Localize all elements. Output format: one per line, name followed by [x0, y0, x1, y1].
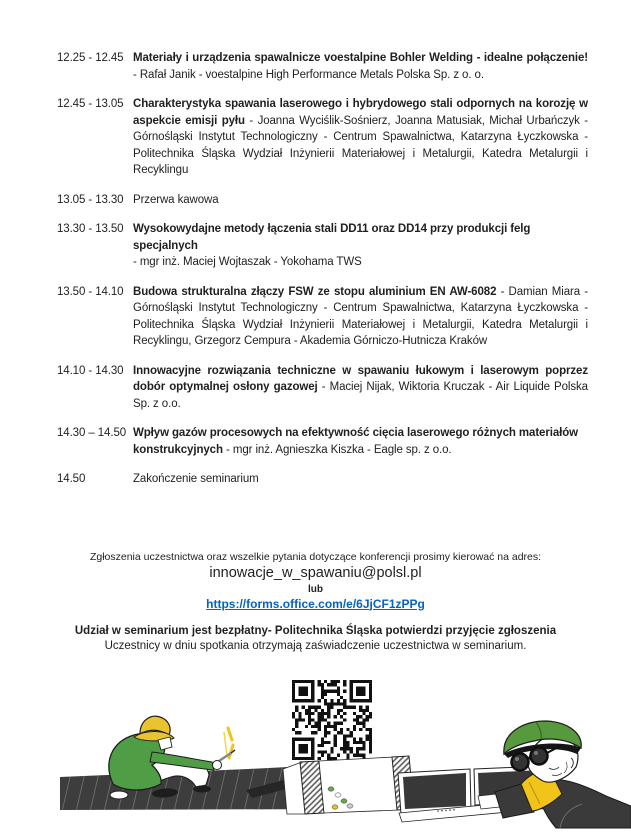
schedule-time: 13.30 - 13.50 — [57, 223, 124, 235]
contact-intro: Zgłoszenia uczestnictwa oraz wszelkie pytania dotyczące konferencji prosimy kierować na adres: — [89, 550, 542, 563]
talk-title: Wysokowydajne metody łączenia stali DD11 oraz DD14 przy produkcji felg specjalnych — [133, 223, 531, 252]
panel-button — [328, 787, 334, 791]
schedule-row — [57, 471, 588, 488]
schedule-time: 14.10 - 14.30 — [57, 364, 124, 377]
talk-title: Charakterystyka spawania laserowego i hybrydowego stali odpornych na korozję w aspekcie emisji pyłu — [133, 98, 588, 127]
goggles-lens — [531, 748, 548, 765]
panel-button — [341, 799, 347, 803]
panel-button — [347, 804, 353, 808]
schedule-time: 13.05 - 13.30 — [57, 193, 124, 206]
schedule-time: 14.30 – 14.50 — [57, 427, 127, 439]
schedule-description — [133, 284, 588, 350]
talk-speakers: - Damian Miara - Górnośląski Instytut Technologiczny - Centrum Spawalnictwa, Katarzyna Łyczkowska - Politechnika Śląska Wydział Inżynierii Materiałowej i Metalurgii, Katedra Metalurgii i Recyklingu, Grzegorz Cempura - Akademia Górniczo-Hutnicza Kraków — [133, 285, 588, 347]
schedule-description — [133, 96, 588, 179]
talk-speakers: - mgr inż. Maciej Wojtaszak - Yokohama TWS — [133, 256, 362, 268]
schedule-row — [57, 192, 588, 209]
schedule-description — [133, 192, 588, 209]
monitor-screen — [403, 773, 466, 809]
schedule-time: 14.50 — [57, 473, 86, 485]
welder-boot — [193, 786, 211, 793]
schedule-time: 12.25 - 12.45 — [57, 52, 124, 64]
welding-illustration — [0, 712, 631, 835]
or-label: lub — [308, 583, 323, 595]
talk-speakers: - Rafał Janik - voestalpine High Performance Metals Polska Sp. z o. o. — [133, 68, 484, 81]
free-participation-note: Udział w seminarium jest bezpłatny- Politechnika Śląska potwierdzi przyjęcie zgłoszenia — [74, 624, 557, 637]
talk-speakers: - mgr inż. Agnieszka Kiszka - Eagle sp. z o.o. — [226, 443, 452, 456]
schedule-row — [57, 96, 588, 179]
schedule-row — [57, 363, 588, 413]
panel-button — [332, 805, 338, 809]
talk-title: Budowa strukturalna złączy FSW ze stopu aluminium EN AW-6082 — [133, 285, 497, 298]
schedule-description — [133, 363, 588, 413]
break-label: Przerwa kawowa — [133, 193, 219, 206]
schedule-description — [133, 471, 588, 488]
welder-foot — [110, 791, 128, 799]
goggles-lens — [512, 754, 529, 771]
talk-title: Wpływ gazów procesowych na efektywność cięcia laserowego różnych materiałów konstrukcyjnych — [133, 427, 578, 456]
contact-block — [0, 550, 631, 612]
schedule-time: 12.45 - 13.05 — [57, 98, 124, 110]
panel-button — [335, 793, 341, 797]
schedule-row — [57, 50, 588, 83]
welder-glove — [213, 761, 222, 770]
talk-speakers: - Joanna Wyciślik-Sośnierz, Joanna Matusiak, Michał Urbańczyk - Górnośląski Instytut Technologiczny - Centrum Spawalnictwa, Katarzyna Łyczkowska - Politechnika Śląska Wydział Inżynierii Materiałowej i Metalurgii, Katedra Metalurgii i Recyklingu — [133, 114, 588, 176]
talk-title: Innowacyjne rozwiązania techniczne w spawaniu łukowym i laserowym poprzez dobór optymalnej osłony gazowej — [133, 364, 588, 393]
talk-title: Materiały i urządzenia spawalnicze voestalpine Bohler Welding - idealne połączenie! — [133, 52, 588, 64]
certificate-note: Uczestnicy w dniu spotkania otrzymają zaświadczenie uczestnictwa w seminarium. — [104, 639, 527, 652]
schedule-row — [57, 284, 588, 350]
schedule-row — [57, 221, 588, 271]
talk-speakers: - Maciej Nijak, Wiktoria Kruczak - Air Liquide Polska Sp. z o.o. — [133, 381, 588, 410]
schedule-description — [133, 50, 588, 83]
contact-email: innowacje_w_spawaniu@polsl.pl — [209, 564, 422, 581]
closing-label: Zakończenie seminarium — [133, 473, 259, 485]
schedule-description — [133, 221, 588, 271]
schedule-row — [57, 425, 588, 458]
notes-block — [0, 624, 631, 654]
schedule-time: 13.50 - 14.10 — [57, 285, 124, 298]
registration-form-link[interactable]: https://forms.office.com/e/6JjCF1zPPg — [206, 596, 425, 611]
schedule-description — [133, 425, 588, 458]
